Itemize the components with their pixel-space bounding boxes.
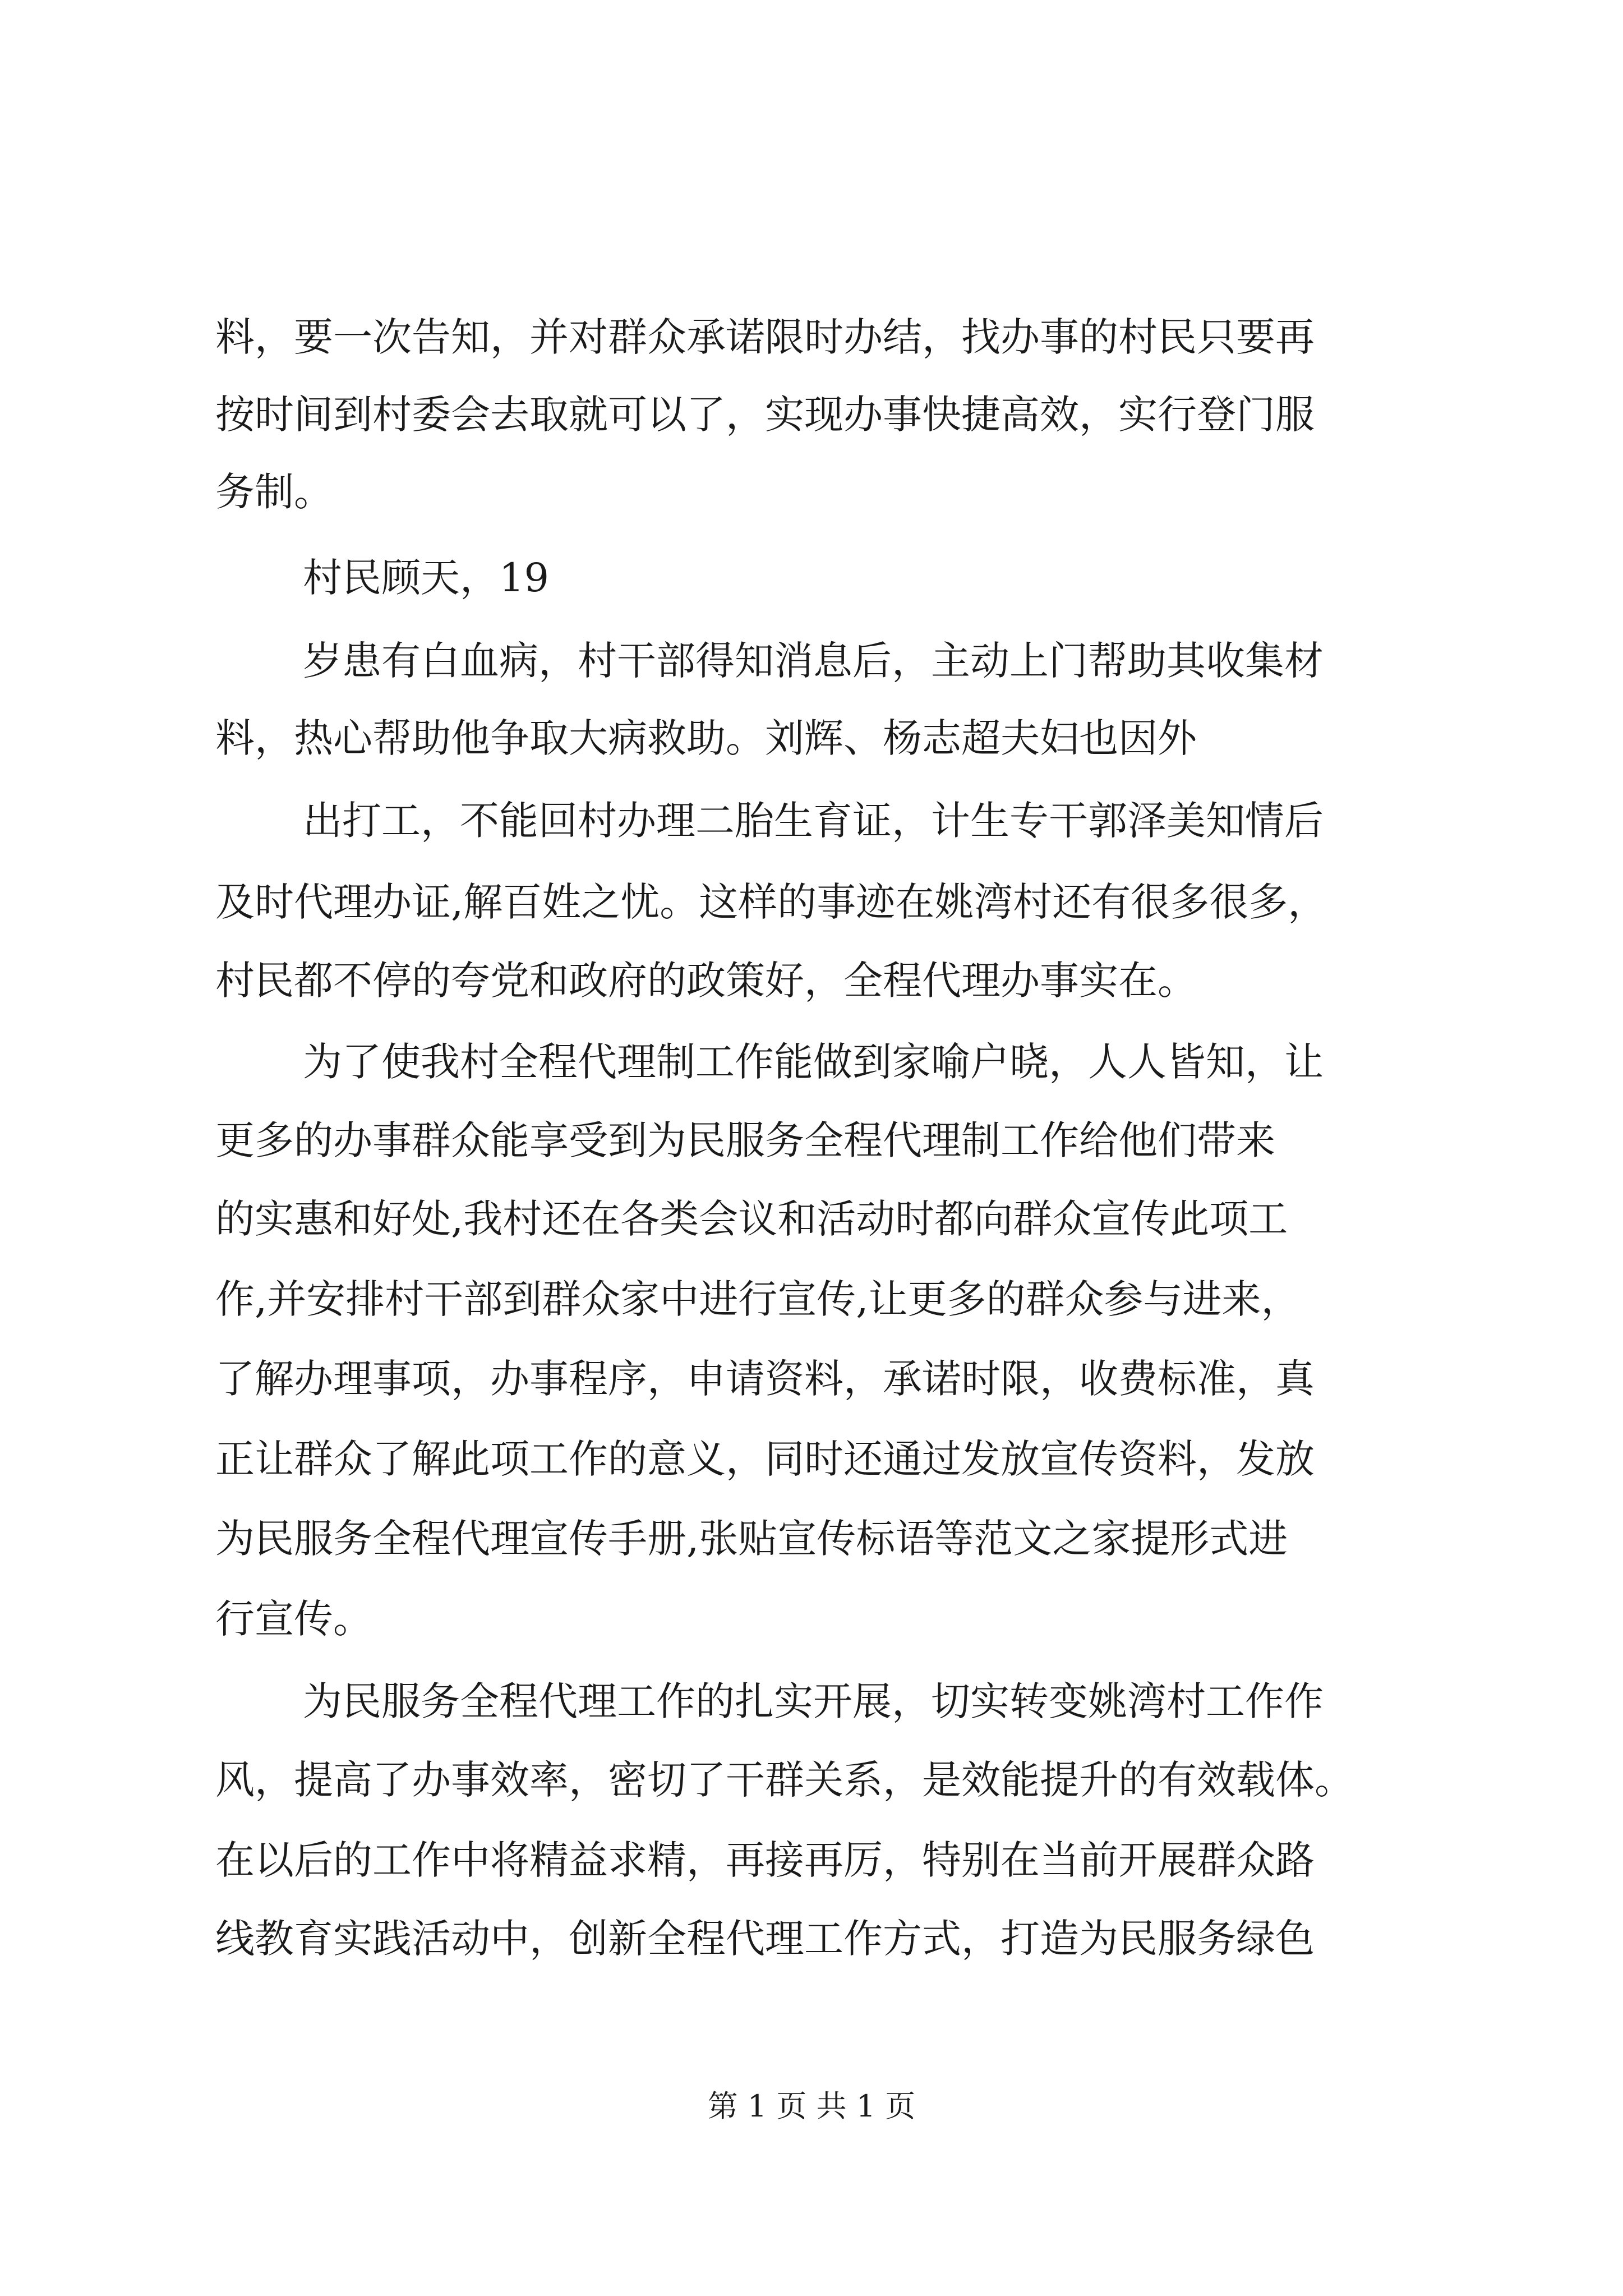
text-line: 正让群众了解此项工作的意义，同时还通过发放宣传资料，发放 (215, 1436, 1315, 1482)
text-line: 料，热心帮助他争取大病救助。刘辉、杨志超夫妇也因外 (215, 715, 1197, 761)
text-line: 线教育实践活动中，创新全程代理工作方式，打造为民服务绿色 (215, 1916, 1315, 1962)
text-line: 行宣传。 (215, 1596, 372, 1642)
text-line: 作,并安排村干部到群众家中进行宣传,让更多的群众参与进来， (215, 1276, 1301, 1322)
text-line: 风，提高了办事效率，密切了干群关系，是效能提升的有效载体。 (215, 1757, 1354, 1803)
text-line: 料，要一次告知，并对群众承诺限时办结，找办事的村民只要再 (215, 314, 1315, 360)
text-line: 更多的办事群众能享受到为民服务全程代理制工作给他们带来 (215, 1117, 1275, 1163)
text-line: 村民顾天，19 (303, 555, 550, 601)
text-line: 村民都不停的夸党和政府的政策好，全程代理办事实在。 (215, 958, 1197, 1004)
page-number-footer: 第 1 页 共 1 页 (707, 2088, 916, 2124)
text-line: 务制。 (215, 469, 333, 515)
text-line: 的实惠和好处,我村还在各类会议和活动时都向群众宣传此项工 (215, 1196, 1288, 1242)
text-line: 出打工，不能回村办理二胎生育证，计生专干郭泽美知情后 (303, 798, 1324, 844)
text-line: 为民服务全程代理工作的扎实开展，切实转变姚湾村工作作 (303, 1678, 1324, 1724)
text-line: 在以后的工作中将精益求精，再接再厉，特别在当前开展群众路 (215, 1837, 1315, 1883)
text-line: 为民服务全程代理宣传手册,张贴宣传标语等范文之家提形式进 (215, 1516, 1288, 1562)
text-line: 了解办理事项，办事程序，申请资料，承诺时限，收费标准，真 (215, 1356, 1315, 1402)
text-line: 按时间到村委会去取就可以了，实现办事快捷高效，实行登门服 (215, 392, 1315, 438)
text-line: 为了使我村全程代理制工作能做到家喻户晓，人人皆知，让 (303, 1039, 1324, 1085)
text-line: 及时代理办证,解百姓之忧。这样的事迹在姚湾村还有很多很多， (215, 879, 1327, 925)
text-line: 岁患有白血病，村干部得知消息后，主动上门帮助其收集材 (303, 638, 1324, 684)
